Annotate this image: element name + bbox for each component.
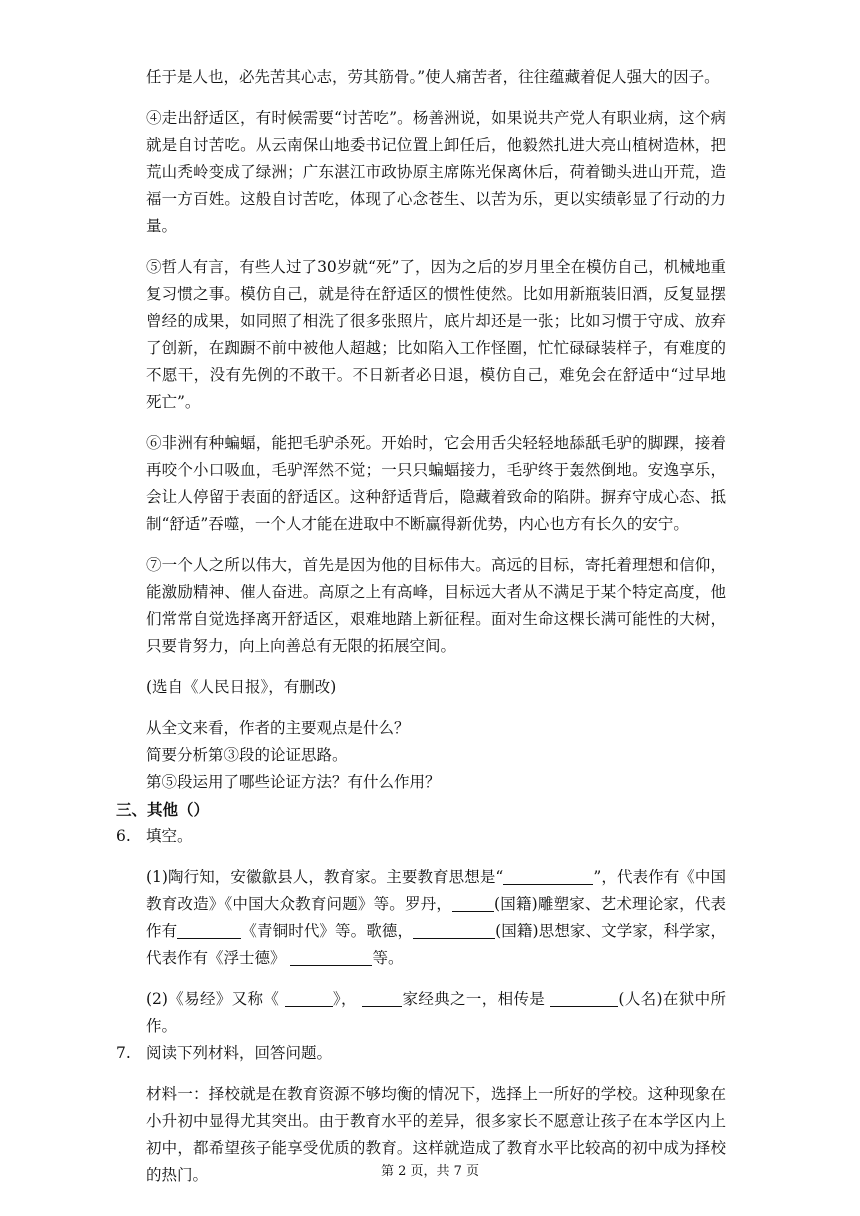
question-item: 从全文来看，作者的主要观点是什么？ bbox=[146, 719, 410, 737]
paragraph-6: ⑥非洲有种蝙蝠，能把毛驴杀死。开始时，它会用舌尖轻轻地舔舐毛驴的脚踝，接着再咬个小口吸血，毛驴浑然不觉；一只只蝙蝠接力，毛驴终于轰然倒地。安逸享乐，会让人停留于表面的舒适区。这种舒适背后，隐藏着致命的陷阱。摒弃守成心态、抵制“舒适”吞噬，一个人才能在进取中不断赢得新优势，内心也方有长久的安宁。 bbox=[146, 434, 726, 533]
answer-blank[interactable] bbox=[550, 988, 618, 1007]
answer-blank[interactable] bbox=[290, 947, 372, 966]
question-stem: 阅读下列材料，回答问题。 bbox=[146, 1044, 333, 1062]
paragraph-5: ⑤哲人有言，有些人过了30岁就“死”了，因为之后的岁月里全在模仿自己，机械地重复习惯之事。模仿自己，就是待在舒适区的惯性使然。比如用新瓶装旧酒，反复显摆曾经的成果，如同照了相洗了很多张照片，底片却还是一张；比如习惯于守成、放弃了创新，在踟蹰不前中被他人超越；比如陷入工作怪圈，忙忙碌碌装样子，有难度的不愿干，没有先例的不敢干。不日新者必日退，模仿自己，难免会在舒适中“过早地死亡”。 bbox=[146, 258, 726, 411]
question-number: 6. bbox=[116, 827, 131, 845]
answer-blank[interactable] bbox=[503, 866, 593, 885]
question-6 bbox=[116, 823, 726, 1040]
material-1: 材料一：择校就是在教育资源不够均衡的情况下，选择上一所好的学校。这种现象在小升初中显得尤其突出。由于教育水平的差异，很多家长不愿意让孩子在本学区内上初中，都希望孩子能享受优质的教育。这样就造成了教育水平比较高的初中成为择校的热门。 bbox=[146, 1085, 726, 1184]
fill-blank-1: (1)陶行知，安徽歙县人，教育家。主要教育思想是“ ”，代表作有《中国教育改造》《中国大众教育问题》等。罗丹， (国籍)雕塑家、艺术理论家，代表作有 《青铜时代》等。歌德， (国籍)思想家、文学家，科学家，代表作有《浮士德》 等。 bbox=[146, 868, 726, 967]
paragraph-7: ⑦一个人之所以伟大，首先是因为他的目标伟大。高远的目标，寄托着理想和信仰，能激励精神、催人奋进。高原之上有高峰，目标远大者从不满足于某个特定高度，他们常常自觉选择离开舒适区，艰难地踏上新征程。面对生命这棵长满可能性的大树，只要肯努力，向上向善总有无限的拓展空间。 bbox=[146, 556, 726, 655]
answer-blank[interactable] bbox=[177, 920, 241, 939]
section-heading: 三、其他（） bbox=[116, 800, 210, 819]
page-footer: 第 2 页，共 7 页 bbox=[380, 1164, 480, 1179]
question-number: 7. bbox=[116, 1044, 131, 1062]
paragraph-continuation: 任于是人也，必先苦其心志，劳其筋骨。”使人痛苦者，往往蕴藏着促人强大的因子。 bbox=[146, 68, 720, 86]
paragraph-4: ④走出舒适区，有时候需要“讨苦吃”。杨善洲说，如果说共产党人有职业病，这个病就是自讨苦吃。从云南保山地委书记位置上卸任后，他毅然扎进大亮山植树造林，把荒山秃岭变成了绿洲；广东湛江市政协原主席陈光保离休后，荷着锄头进山开荒，造福一方百姓。这般自讨苦吃，体现了心念苍生、以苦为乐，更以实绩彰显了行动的力量。 bbox=[146, 109, 726, 235]
answer-blank[interactable] bbox=[362, 988, 402, 1007]
source-note: (选自《人民日报》，有删改) bbox=[146, 678, 337, 696]
answer-blank[interactable] bbox=[413, 920, 495, 939]
question-list bbox=[146, 715, 726, 796]
question-stem: 填空。 bbox=[146, 827, 193, 845]
page-content bbox=[116, 64, 726, 1203]
answer-blank[interactable] bbox=[452, 893, 494, 912]
fill-blank-2: (2)《易经》又称《 》， 家经典之一，相传是 (人名)在狱中所作。 bbox=[146, 990, 726, 1035]
question-item: 简要分析第③段的论证思路。 bbox=[146, 746, 348, 764]
question-item: 第⑤段运用了哪些论证方法？有什么作用？ bbox=[146, 773, 441, 791]
answer-blank[interactable] bbox=[285, 988, 333, 1007]
